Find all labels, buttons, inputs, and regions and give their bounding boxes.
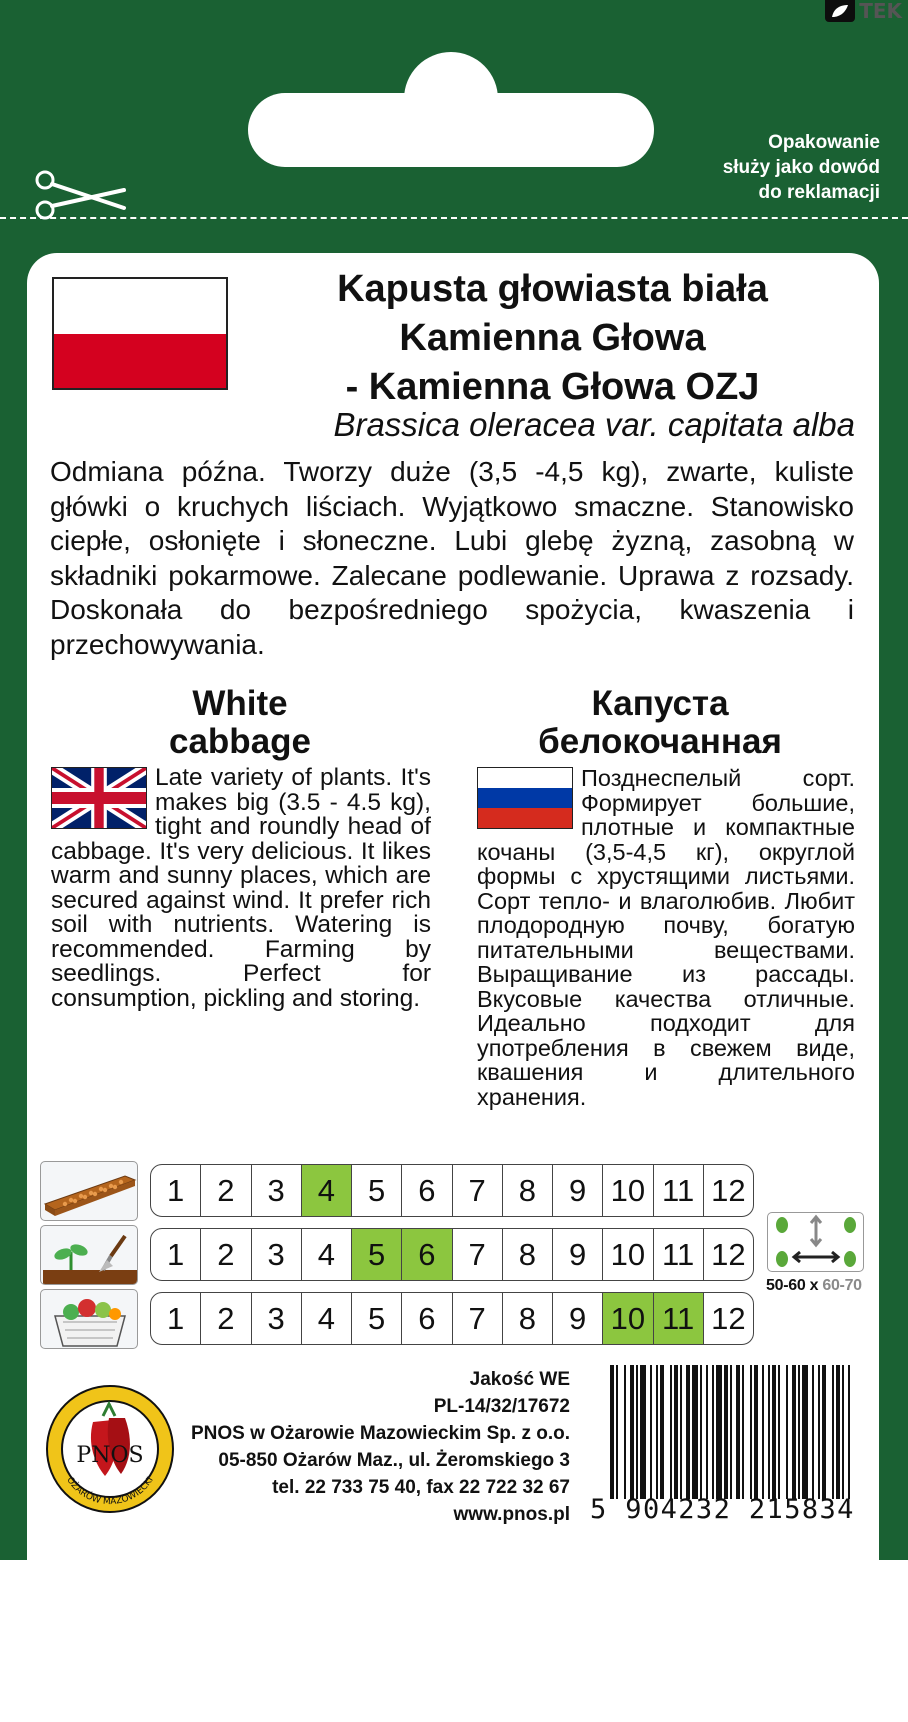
harvest-basket-icon <box>40 1289 138 1349</box>
latin-name: Brassica oleracea var. capitata alba <box>333 406 855 443</box>
barcode-bar <box>754 1365 758 1499</box>
calendar-month-3: 3 <box>251 1165 301 1216</box>
barcode-bar <box>848 1365 850 1499</box>
plant-spacing-value: 60-70 <box>822 1277 862 1294</box>
company-name: PNOS w Ożarowie Mazowieckim Sp. z o.o. <box>190 1423 570 1444</box>
barcode-bars <box>610 1365 850 1499</box>
company-phone: tel. 22 733 75 40, fax 22 722 32 67 <box>272 1477 570 1498</box>
barcode-bar <box>842 1365 844 1499</box>
calendar-month-11: 11 <box>653 1293 703 1344</box>
calendar-month-10: 10 <box>602 1165 652 1216</box>
barcode-bar <box>624 1365 626 1499</box>
proof-note <box>650 130 880 205</box>
calendar-month-8: 8 <box>502 1293 552 1344</box>
barcode <box>590 1365 855 1525</box>
barcode-bar <box>802 1365 808 1499</box>
row-spacing-value: 50-60 <box>766 1277 806 1294</box>
calendar-month-6: 6 <box>401 1229 451 1280</box>
spacing-separator: x <box>809 1277 819 1294</box>
calendar-month-3: 3 <box>251 1293 301 1344</box>
calendar-month-2: 2 <box>200 1229 250 1280</box>
barcode-bar <box>640 1365 646 1499</box>
transplant-seedling-icon <box>40 1225 138 1285</box>
company-website: www.pnos.pl <box>453 1504 570 1525</box>
barcode-bar <box>786 1365 788 1499</box>
barcode-bar <box>772 1365 776 1499</box>
calendar-month-12: 12 <box>703 1165 753 1216</box>
description-ru: Позднеспелый сорт. Формирует большие, плотные и компактные кочаны (3,5-4,5 кг), округлой формы с хрустящими листьями. Сорт тепло- и влаголюбив. Любит плодородную почву, богатую питательными веществами. Выращивание из рассады. Вкусовые качества отличные. Идеально подходит для употребления в свежем виде, квашения и длительного хранения. <box>477 765 855 1110</box>
calendar-month-12: 12 <box>703 1229 753 1280</box>
calendar-month-5: 5 <box>351 1165 401 1216</box>
calendar-month-6: 6 <box>401 1165 451 1216</box>
calendar-month-10: 10 <box>602 1229 652 1280</box>
calendar-month-5: 5 <box>351 1293 401 1344</box>
barcode-bar <box>742 1365 744 1499</box>
quality-mark: Jakość WE <box>469 1369 570 1390</box>
barcode-number: 5 904232 215834 <box>590 1494 855 1525</box>
russian-heading-line: Капуста <box>591 684 729 723</box>
packet-bottom-margin <box>0 1560 908 1722</box>
calendar-month-7: 7 <box>452 1229 502 1280</box>
calendar-row-sowing <box>150 1164 754 1217</box>
calendar-month-11: 11 <box>653 1165 703 1216</box>
calendar-month-2: 2 <box>200 1165 250 1216</box>
poland-flag-icon <box>52 277 228 390</box>
barcode-bar <box>798 1365 800 1499</box>
plant-spacing-label <box>766 1277 862 1295</box>
barcode-bar <box>660 1365 664 1499</box>
uk-flag-icon <box>51 767 147 829</box>
barcode-bar <box>692 1365 698 1499</box>
barcode-bar <box>686 1365 690 1499</box>
barcode-bar <box>630 1365 634 1499</box>
barcode-bar <box>700 1365 702 1499</box>
calendar-month-9: 9 <box>552 1229 602 1280</box>
calendar-month-6: 6 <box>401 1293 451 1344</box>
logo-ring-text: OŻARÓW MAZOWIECKI <box>64 1475 156 1508</box>
barcode-bar <box>670 1365 672 1499</box>
calendar-month-1: 1 <box>167 1236 185 1272</box>
calendar-row-harvest <box>150 1292 754 1345</box>
russia-flag-icon <box>477 767 573 829</box>
barcode-bar <box>636 1365 638 1499</box>
calendar-month-11: 11 <box>653 1229 703 1280</box>
barcode-bar <box>712 1365 714 1499</box>
cut-line <box>0 217 908 219</box>
english-heading-line: White <box>192 684 288 723</box>
title-line: Kapusta głowiasta biała <box>337 268 768 310</box>
english-heading <box>140 685 340 761</box>
russian-heading <box>500 685 820 761</box>
barcode-bar <box>792 1365 796 1499</box>
barcode-bar <box>656 1365 658 1499</box>
calendar-month-4: 4 <box>301 1293 351 1344</box>
seed-tray-icon <box>40 1161 138 1221</box>
calendar-month-12: 12 <box>703 1293 753 1344</box>
barcode-bar <box>730 1365 732 1499</box>
barcode-bar <box>832 1365 834 1499</box>
proof-note-line: służy jako dowód <box>722 157 880 178</box>
leaf-icon <box>825 0 855 22</box>
calendar-month-1: 1 <box>167 1172 185 1208</box>
barcode-bar <box>674 1365 678 1499</box>
calendar-month-9: 9 <box>552 1165 602 1216</box>
calendar-month-4: 4 <box>301 1229 351 1280</box>
calendar-row-planting <box>150 1228 754 1281</box>
description-en: Late variety of plants. It's makes big (3.5 - 4.5 kg), tight and roundly head of cabbage. It's very delicious. It likes warm and sunny places, which are secured against wind. It prefer rich soil with nutrients. Watering is recommended. Farming by seedlings. Perfect for consumption, pickling and storing. <box>51 764 431 1012</box>
pnos-logo <box>45 1384 175 1514</box>
barcode-bar <box>822 1365 826 1499</box>
calendar-month-7: 7 <box>452 1293 502 1344</box>
plant-spacing-icon <box>767 1212 864 1272</box>
barcode-bar <box>812 1365 814 1499</box>
english-heading-line: cabbage <box>169 722 311 761</box>
company-address: 05-850 Ożarów Maz., ul. Żeromskiego 3 <box>218 1450 570 1471</box>
barcode-bar <box>818 1365 820 1499</box>
barcode-bar <box>736 1365 740 1499</box>
barcode-bar <box>762 1365 764 1499</box>
logo-text: PNOS <box>76 1443 144 1468</box>
title-line: Kamienna Głowa <box>399 317 706 359</box>
producer-code: PL-14/32/17672 <box>433 1396 570 1417</box>
calendar-month-2: 2 <box>200 1293 250 1344</box>
calendar-month-9: 9 <box>552 1293 602 1344</box>
barcode-bar <box>616 1365 618 1499</box>
proof-note-line: Opakowanie <box>768 132 880 153</box>
calendar-month-5: 5 <box>351 1229 401 1280</box>
calendar-month-8: 8 <box>502 1165 552 1216</box>
brand-mark <box>825 0 902 22</box>
proof-note-line: do reklamacji <box>758 182 880 203</box>
producer-info <box>180 1366 570 1528</box>
barcode-bar <box>750 1365 752 1499</box>
barcode-bar <box>768 1365 770 1499</box>
barcode-bar <box>680 1365 682 1499</box>
barcode-bar <box>716 1365 722 1499</box>
barcode-bar <box>650 1365 652 1499</box>
hang-hole <box>248 93 654 167</box>
calendar-month-4: 4 <box>301 1165 351 1216</box>
brand-text: TEK <box>859 0 902 23</box>
russian-heading-line: белокочанная <box>538 722 782 761</box>
calendar-month-1: 1 <box>167 1300 185 1336</box>
barcode-bar <box>724 1365 728 1499</box>
barcode-bar <box>610 1365 614 1499</box>
calendar-month-7: 7 <box>452 1165 502 1216</box>
title-line: - Kamienna Głowa OZJ <box>345 366 760 408</box>
calendar-month-10: 10 <box>602 1293 652 1344</box>
calendar-month-8: 8 <box>502 1229 552 1280</box>
barcode-bar <box>706 1365 708 1499</box>
product-title <box>250 265 855 412</box>
calendar-month-3: 3 <box>251 1229 301 1280</box>
barcode-bar <box>836 1365 840 1499</box>
barcode-bar <box>778 1365 780 1499</box>
description-pl: Odmiana późna. Tworzy duże (3,5 -4,5 kg), zwarte, kuliste główki o kruchych liściach. Wyjątkowo smaczne. Stanowisko ciepłe, osłonięte i słoneczne. Lubi glebę żyzną, zasobną w składniki pokarmowe. Zalecane podlewanie. Uprawa z rozsady. Doskonała do bezpośredniego spożycia, kwaszenia i przechowywania. <box>50 456 854 660</box>
